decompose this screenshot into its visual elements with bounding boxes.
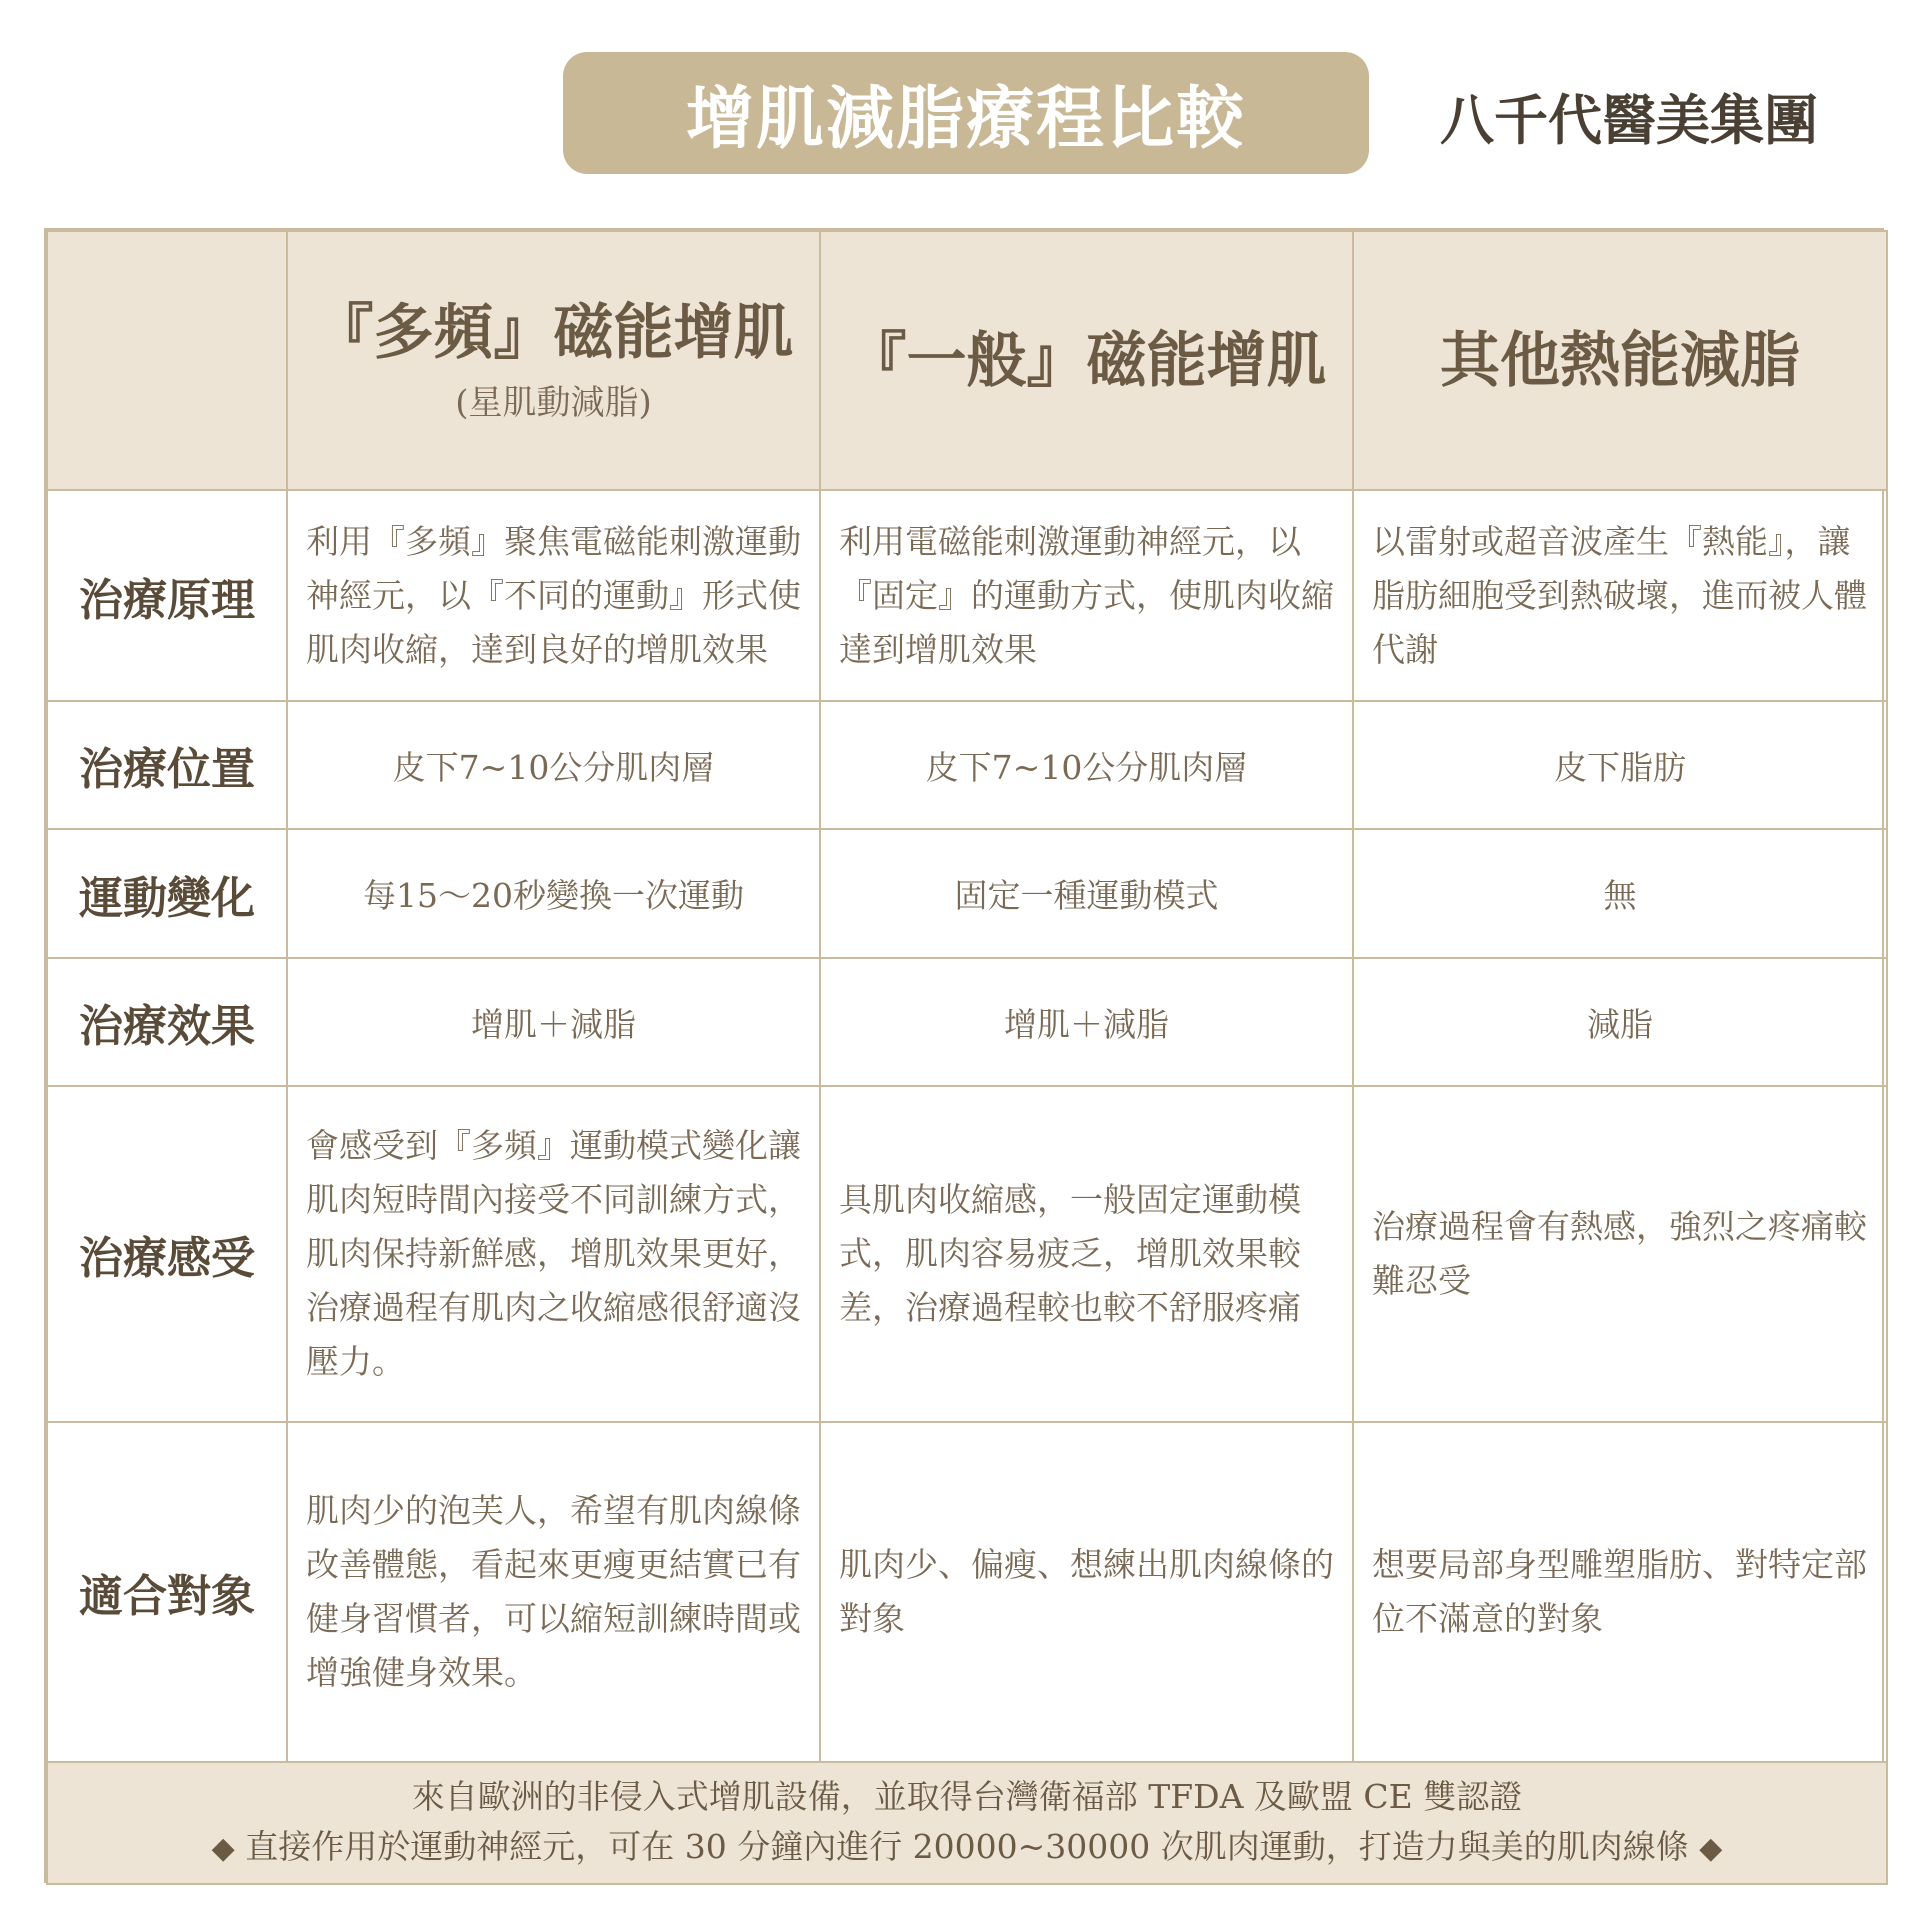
row-label: 治療原理: [47, 490, 287, 701]
diamond-icon: ◆: [1699, 1831, 1723, 1866]
table-row: [47, 829, 1887, 958]
table-header-row: [47, 231, 1887, 490]
column-title: 其他熱能減脂: [1440, 325, 1800, 396]
table-cell: 治療過程會有熱感，強烈之疼痛較難忍受: [1353, 1086, 1887, 1422]
header-empty-cell: [47, 231, 287, 490]
table-cell: 無: [1353, 829, 1887, 958]
footer-row: [47, 1762, 1887, 1884]
row-label: 治療位置: [47, 701, 287, 829]
table-cell: 利用『多頻』聚焦電磁能刺激運動神經元，以『不同的運動』形式使肌肉收縮，達到良好的增肌效果: [287, 490, 820, 701]
column-title: 『多頻』磁能增肌: [313, 298, 794, 368]
table-row: [47, 958, 1887, 1086]
diamond-icon: ◆: [211, 1831, 235, 1866]
table-cell: 以雷射或超音波產生『熱能』，讓脂肪細胞受到熱破壞，進而被人體代謝: [1353, 490, 1887, 701]
header-multi-frequency: [287, 231, 820, 490]
page-title: 增肌減脂療程比較: [685, 79, 1246, 159]
row-label: 治療效果: [47, 958, 287, 1086]
table-row: [47, 1086, 1887, 1422]
header-general: [820, 231, 1353, 490]
table-cell: 皮下7~10公分肌肉層: [287, 701, 820, 829]
title-banner: [563, 52, 1369, 174]
table-cell: 固定一種運動模式: [820, 829, 1353, 958]
footer-note: [47, 1762, 1887, 1884]
table-row: [47, 1422, 1887, 1762]
table-cell: 增肌＋減脂: [287, 958, 820, 1086]
table-cell: 皮下7~10公分肌肉層: [820, 701, 1353, 829]
brand-name: 八千代醫美集團: [1440, 89, 1818, 152]
table-cell: 肌肉少、偏瘦、想練出肌肉線條的對象: [820, 1422, 1353, 1762]
table-cell: 皮下脂肪: [1353, 701, 1887, 829]
header-thermal: [1353, 231, 1887, 490]
row-label: 治療感受: [47, 1086, 287, 1422]
table-cell: 利用電磁能刺激運動神經元，以『固定』的運動方式，使肌肉收縮達到增肌效果: [820, 490, 1353, 701]
table-cell: 減脂: [1353, 958, 1887, 1086]
table-row: [47, 701, 1887, 829]
table-cell: 具肌肉收縮感，一般固定運動模式，肌肉容易疲乏，增肌效果較差，治療過程較也較不舒服疼痛: [820, 1086, 1353, 1422]
table-row: [47, 490, 1887, 701]
table-cell: 每15～20秒變換一次運動: [287, 829, 820, 958]
comparison-table: [44, 228, 1884, 1883]
table-cell: 想要局部身型雕塑脂肪、對特定部位不滿意的對象: [1353, 1422, 1887, 1762]
footer-line-2-wrap: [48, 1822, 1886, 1874]
table-cell: 增肌＋減脂: [820, 958, 1353, 1086]
footer-line-2: 直接作用於運動神經元，可在 30 分鐘內進行 20000~30000 次肌肉運動，打造力與美的肌肉線條: [245, 1827, 1689, 1866]
table-cell: 肌肉少的泡芙人，希望有肌肉線條改善體態，看起來更瘦更結實已有健身習慣者，可以縮短訓練時間或增強健身效果。: [287, 1422, 820, 1762]
footer-line-1: 來自歐洲的非侵入式增肌設備，並取得台灣衛福部 TFDA 及歐盟 CE 雙認證: [411, 1777, 1523, 1816]
table-cell: 會感受到『多頻』運動模式變化讓肌肉短時間內接受不同訓練方式，肌肉保持新鮮感，增肌效果更好，治療過程有肌肉之收縮感很舒適沒壓力。: [287, 1086, 820, 1422]
row-label: 運動變化: [47, 829, 287, 958]
row-label: 適合對象: [47, 1422, 287, 1762]
column-subtitle: (星肌動減脂): [455, 383, 652, 423]
column-title: 『一般』磁能增肌: [846, 325, 1327, 396]
